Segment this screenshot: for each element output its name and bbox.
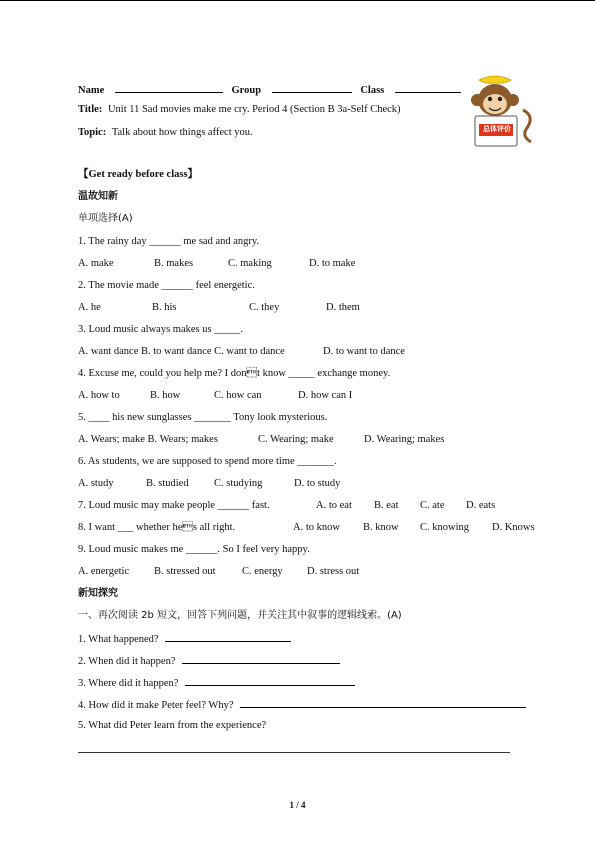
question-6: 6. As students, we are supposed to spend more time _______. (78, 456, 337, 467)
options-row-9 (78, 565, 359, 578)
class-field[interactable] (395, 82, 461, 93)
group-label: Group (231, 85, 262, 96)
option[interactable]: C. energy (242, 566, 283, 577)
name-field[interactable] (115, 82, 223, 93)
options-row-6 (78, 477, 340, 490)
option[interactable]: C. Wearing; make (258, 434, 334, 445)
question-7-row (78, 499, 495, 512)
monkey-mascot-image (465, 70, 537, 152)
name-label: Name (78, 85, 105, 96)
option[interactable]: B. know (363, 522, 399, 533)
option[interactable]: C. making (228, 258, 272, 269)
question-4: 4. Excuse me, could you help me? I dont know _____ exchange money. (78, 368, 391, 379)
reading-question-1-row (78, 631, 291, 646)
mc-heading: 单项选择(A) (78, 213, 133, 224)
question-2: 2. The movie made ______ feel energetic. (78, 280, 255, 291)
reading-question-5: 5. What did Peter learn from the experience? (78, 720, 267, 731)
class-label: Class (360, 85, 385, 96)
answer-field[interactable] (182, 653, 340, 664)
option[interactable]: D. how can I (298, 390, 353, 401)
reading-question-2-row (78, 653, 340, 668)
reading-question-3-row (78, 675, 355, 690)
top-rule (0, 0, 595, 1)
option[interactable]: D. eats (466, 500, 496, 511)
option[interactable]: D. Knows (492, 522, 535, 533)
option[interactable]: A. study (78, 478, 114, 489)
reading-question-3: 3. Where did it happen? (78, 678, 179, 689)
option[interactable]: C. how can (214, 390, 262, 401)
option[interactable]: A. how to (78, 390, 120, 401)
options-row-4 (78, 389, 352, 402)
option[interactable]: B. studied (146, 478, 189, 489)
page-number: 1 / 4 (289, 800, 306, 810)
option[interactable]: D. to make (309, 258, 356, 269)
review-heading: 温故知新 (78, 191, 118, 202)
option[interactable]: D. to study (294, 478, 341, 489)
title-row (78, 103, 401, 116)
option[interactable]: D. Wearing; makes (364, 434, 445, 445)
answer-line[interactable] (78, 752, 510, 753)
section-title: 【Get ready before class】 (78, 169, 199, 180)
name-group-class-row (78, 82, 461, 97)
new-heading: 新知探究 (78, 588, 118, 599)
option[interactable]: A. he (78, 302, 101, 313)
option[interactable]: B. eat (374, 500, 399, 511)
question-3: 3. Loud music always makes us _____. (78, 324, 244, 335)
group-field[interactable] (272, 82, 352, 93)
option[interactable]: A. to eat (316, 500, 352, 511)
topic-text: Talk about how things affect you. (111, 127, 253, 138)
option[interactable]: A. make (78, 258, 114, 269)
options-row-1 (78, 257, 355, 270)
option[interactable]: D. them (326, 302, 360, 313)
option[interactable]: C. knowing (420, 522, 470, 533)
question-8: 8. I want ___ whether hes all right. (78, 522, 236, 533)
option[interactable]: C. studying (214, 478, 263, 489)
reading-question-2: 2. When did it happen? (78, 656, 176, 667)
option[interactable]: B. his (152, 302, 177, 313)
option[interactable]: B. how (150, 390, 181, 401)
badge-label: 总体评价 (483, 125, 511, 133)
topic-row (78, 126, 253, 139)
question-7: 7. Loud music may make people ______ fast. (78, 500, 270, 511)
option[interactable]: B. makes (154, 258, 194, 269)
option[interactable]: D. to want to dance (323, 346, 405, 357)
option[interactable]: C. they (249, 302, 280, 313)
option[interactable]: A. energetic (78, 566, 130, 577)
option[interactable]: A. want dance B. to want dance C. want to dance (78, 346, 285, 357)
options-row-2 (78, 301, 360, 314)
option[interactable]: D. stress out (307, 566, 360, 577)
option[interactable]: B. stressed out (154, 566, 216, 577)
question-9: 9. Loud music makes me ______. So I feel very happy. (78, 544, 310, 555)
title-text: Unit 11 Sad movies make me cry. Period 4 (Section B 3a-Self Check) (107, 104, 401, 115)
question-1: 1. The rainy day ______ me sad and angry. (78, 236, 260, 247)
answer-field[interactable] (240, 697, 526, 708)
answer-field[interactable] (165, 631, 291, 642)
options-row-5 (78, 433, 444, 446)
question-8-row (78, 521, 535, 534)
question-5: 5. ____ his new sunglasses _______ Tony look mysterious. (78, 412, 328, 423)
option[interactable]: C. ate (420, 500, 445, 511)
options-row-3 (78, 345, 405, 358)
reading-question-4-row (78, 697, 526, 712)
option[interactable]: A. Wears; make B. Wears; makes (78, 434, 218, 445)
option[interactable]: A. to know (293, 522, 340, 533)
reading-question-1: 1. What happened? (78, 634, 159, 645)
task-intro: 一、再次阅读 2b 短文，回答下列问题，并关注其中叙事的逻辑线索。(A) (78, 610, 402, 621)
answer-field[interactable] (185, 675, 355, 686)
reading-question-4: 4. How did it make Peter feel? Why? (78, 700, 234, 711)
title-label: Title: (78, 104, 103, 115)
topic-label: Topic: (78, 127, 107, 138)
